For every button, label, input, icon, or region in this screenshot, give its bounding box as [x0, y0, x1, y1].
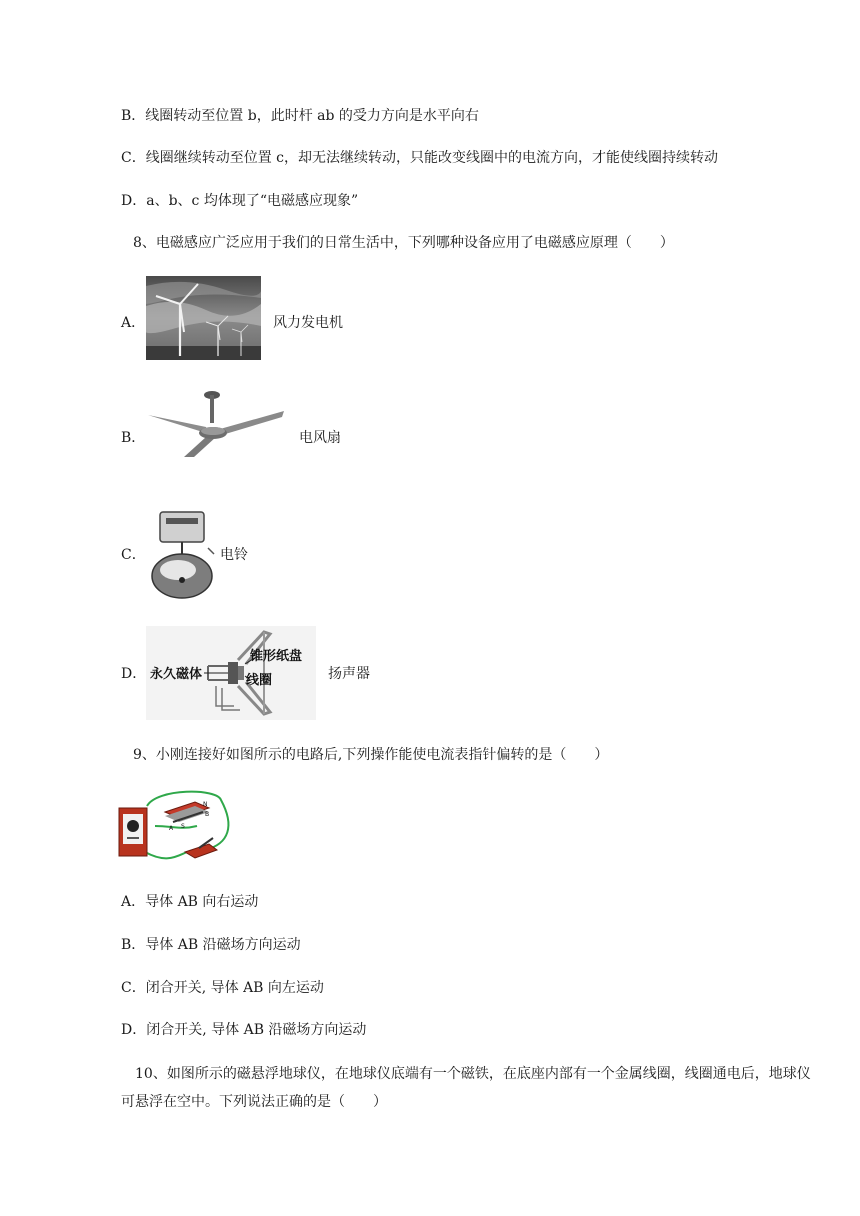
wind-turbine-photo [146, 276, 261, 360]
label-s: S [181, 823, 185, 830]
ceiling-fan-photo [146, 387, 286, 457]
circuit-icon [117, 786, 237, 868]
speaker-label-magnet: 永久磁体 [150, 667, 203, 682]
q8-option-c-letter: C． [121, 547, 146, 563]
q7-option-b [121, 106, 479, 126]
option-letter: A． [121, 894, 146, 910]
speaker-icon [146, 626, 316, 720]
option-letter: C． [121, 980, 146, 996]
q8-option-b-letter: B． [121, 430, 146, 446]
option-text: 线圈继续转动至位置 c，却无法继续转动，只能改变线圈中的电流方向，才能使线圈持续转动 [145, 150, 719, 166]
option-text: 闭合开关, 导体 AB 向左运动 [145, 980, 324, 996]
q9-option-b [121, 935, 301, 955]
option-text: 线圈转动至位置 b，此时杆 ab 的受力方向是水平向右 [145, 108, 479, 124]
ceiling-fan-icon [146, 387, 286, 457]
electric-bell-photo [146, 508, 216, 600]
label-b: B [205, 811, 210, 818]
speaker-diagram [146, 626, 316, 720]
label-a: A [169, 825, 174, 832]
q9-circuit-figure [117, 786, 237, 868]
wind-turbine-icon [146, 276, 261, 360]
option-text: 导体 AB 向右运动 [145, 894, 259, 910]
option-text: 闭合开关, 导体 AB 沿磁场方向运动 [146, 1022, 367, 1038]
option-letter: C． [121, 150, 146, 166]
q8-option-b-caption: 电风扇 [299, 430, 341, 446]
q7-option-d [121, 191, 358, 211]
q9-option-d [121, 1020, 366, 1040]
q9-option-a [121, 892, 258, 912]
q10-stem: 10、如图所示的磁悬浮地球仪，在地球仪底端有一个磁铁，在底座内部有一个金属线圈，线圈通电后，地球仪可悬浮在空中。下列说法正确的是（ ） [121, 1066, 811, 1110]
electric-bell-icon [146, 508, 216, 600]
q8-option-d-letter: D． [121, 666, 147, 682]
option-text: 导体 AB 沿磁场方向运动 [145, 937, 301, 953]
label-n: N [203, 801, 208, 808]
q8-option-a-letter: A． [121, 315, 146, 331]
option-letter: B． [121, 937, 146, 953]
q8-option-a-caption: 风力发电机 [273, 315, 343, 331]
option-text: a、b、c 均体现了“电磁感应现象” [146, 193, 359, 209]
option-letter: D． [121, 1022, 147, 1038]
speaker-label-coil: 线圈 [246, 673, 273, 688]
q8-option-c-caption: 电铃 [220, 547, 248, 563]
q7-option-c [121, 148, 718, 168]
q8-stem: 8、电磁感应广泛应用于我们的日常生活中，下列哪种设备应用了电磁感应原理（ ） [133, 235, 674, 251]
speaker-label-cone: 锥形纸盘 [250, 649, 303, 664]
q9-option-c [121, 978, 324, 998]
q8-option-d-caption: 扬声器 [328, 666, 370, 682]
option-letter: D． [121, 193, 147, 209]
option-letter: B． [121, 108, 146, 124]
q9-stem: 9、小刚连接好如图所示的电路后,下列操作能使电流表指针偏转的是（ ） [133, 747, 609, 763]
